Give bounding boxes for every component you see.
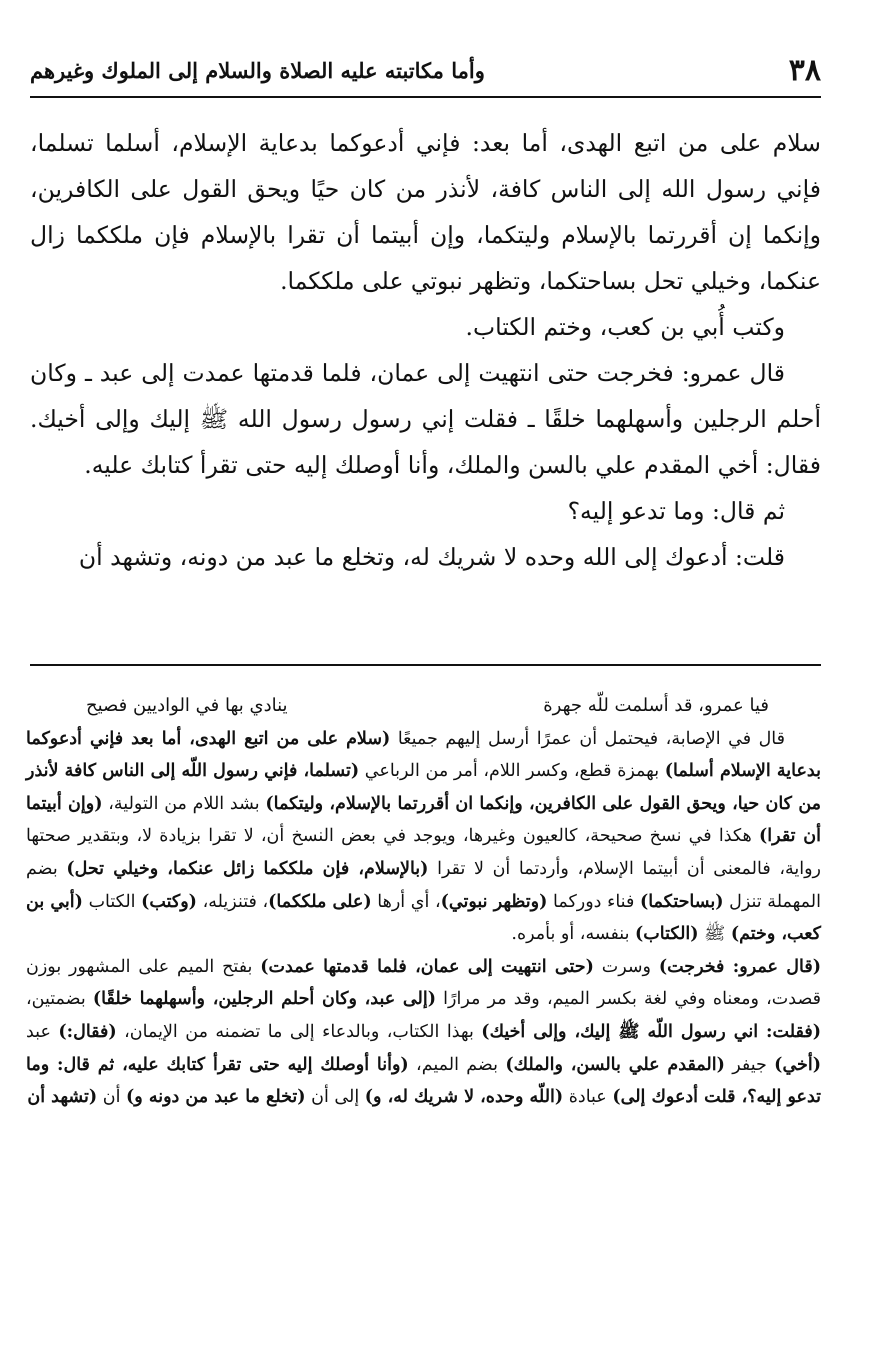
quoted-text: (بساحتكما) bbox=[639, 891, 724, 912]
commentary-paragraph bbox=[26, 723, 821, 951]
quoted-text: (أبي بن كعب، وختم) bbox=[26, 891, 821, 945]
commentary-text: ، فتنزيله، bbox=[196, 891, 269, 912]
quoted-text: (أخي) bbox=[774, 1054, 821, 1075]
quoted-text: (الكتاب) bbox=[635, 924, 699, 945]
main-paragraph: وكتب أُبي بن كعب، وختم الكتاب. bbox=[465, 313, 785, 341]
commentary-text: بضم الميم، bbox=[408, 1054, 506, 1075]
quoted-text: (قال عمرو: فخرجت) bbox=[658, 956, 821, 977]
commentary-text: بهمزة قطع، وكسر اللام، أمر من الرباعي bbox=[359, 761, 665, 782]
main-paragraph: قال عمرو: فخرجت حتى انتهيت إلى عمان، فلما قدمتها عمدت إلى عبد ـ وكان أحلم الرجلين وأسهلهما خلقًا ـ فقلت إني رسول رسول الله ﷺ إليك وإلى أخيك. فقال: أخي المقدم علي بالسن والملك، وأنا أوصلك إليه حتى تقرأ كتابك عليه. bbox=[30, 359, 821, 479]
commentary-text: وسرت bbox=[593, 956, 659, 977]
commentary-text: إلى أن bbox=[305, 1087, 365, 1108]
footnote-rule bbox=[30, 664, 821, 666]
quoted-text: (حتى انتهيت إلى عمان، فلما قدمتها عمدت) bbox=[260, 956, 594, 977]
quoted-text: (اللّه وحده، لا شريك له، و) bbox=[364, 1087, 564, 1108]
main-text bbox=[30, 120, 821, 580]
verse-first-hemistich: فيا عمرو، قد أسلمت للّه جهرة bbox=[543, 695, 769, 716]
main-paragraph: سلام على من اتبع الهدى، أما بعد: فإني أدعوكما بدعاية الإسلام، أسلما تسلما، فإني رسول الله إلى الناس كافة، لأنذر من كان حيًا ويحق القول على الكافرين، وإنكما إن أقررتما بالإسلام وليتكما، وإن أبيتما أن تقرا بالإسلام فإن ملككما زال عنكما، وخيلي تحل بساحتكما، وتظهر نبوتي على ملككما. bbox=[30, 129, 821, 295]
commentary-text: فناء دوركما bbox=[547, 891, 640, 912]
commentary-text: بضمتين، bbox=[26, 989, 93, 1010]
quoted-text: (سلام على من اتبع الهدى، أما بعد فإني أدعوكما بدعاية الإسلام أسلما) bbox=[26, 728, 821, 782]
quoted-text: (فقال:) bbox=[58, 1021, 117, 1042]
quoted-text: (وأنا أوصلك إليه حتى تقرأ كتابك عليه، ثم قال: وما تدعو إليه؟، قلت أدعوك إلى) bbox=[26, 1054, 821, 1108]
commentary-text: بفتح الميم على المشهور بوزن قصدت، ومعناه وفي لغة بكسر الميم، وقد مر مرارًا bbox=[26, 956, 821, 1010]
main-paragraph: ثم قال: وما تدعو إليه؟ bbox=[567, 497, 785, 525]
quoted-text: (تشهد أن bbox=[27, 1087, 98, 1108]
quoted-text: (بالإسلام، فإن ملككما زائل عنكما، وخيلي تحل) bbox=[66, 858, 429, 879]
page-header bbox=[30, 48, 821, 92]
commentary-text: جيفر bbox=[724, 1054, 775, 1075]
commentary-text: بضم المهملة تنزل bbox=[26, 858, 821, 912]
quoted-text: (وكتب) bbox=[141, 891, 197, 912]
commentary-text: بنفسه، أو بأمره. bbox=[511, 924, 636, 945]
commentary-text: ، أي أرها bbox=[371, 891, 441, 912]
running-title: وأما مكاتبته عليه الصلاة والسلام إلى الملوك وغيرهم bbox=[30, 57, 485, 83]
quoted-text: (وتظهر نبوتي) bbox=[440, 891, 548, 912]
quoted-text: (إلى عبد، وكان أحلم الرجلين، وأسهلهما خلقًا) bbox=[92, 989, 436, 1010]
commentary bbox=[26, 690, 821, 1114]
commentary-text: هكذا في نسخ صحيحة، كالعيون وغيرها، ويوجد في بعض النسخ أن، لا تقرا بزيادة لا، وبتقدير صحتها رواية، فالمعنى أن أبيتما الإسلام، وأردتما أن لا تقرا bbox=[26, 826, 822, 879]
commentary-text: ﷺ bbox=[698, 924, 731, 945]
verse-second-hemistich: ينادي بها في الواديين فصيح bbox=[86, 695, 288, 716]
poetry-verse bbox=[26, 690, 821, 723]
commentary-text: أن bbox=[97, 1087, 127, 1108]
quoted-text: (تسلما، فإني رسول اللّه إلى الناس كافة لأنذر من كان حيا، ويحق القول على الكافرين، وإنكما ان أقررتما بالإسلام، وليتكما) bbox=[26, 761, 822, 814]
page-number: ٣٨ bbox=[788, 52, 821, 88]
commentary-text: عبد bbox=[26, 1021, 59, 1042]
quoted-text: (المقدم علي بالسن، والملك) bbox=[505, 1054, 725, 1075]
commentary-text: بشد اللام من التولية، bbox=[102, 793, 266, 814]
quoted-text: (على ملككما) bbox=[268, 891, 372, 912]
quoted-text: (تخلع ما عبد من دونه و) bbox=[126, 1087, 306, 1108]
quoted-text: (وإن أبيتما أن تقرا) bbox=[26, 793, 822, 847]
main-paragraph: قلت: أدعوك إلى الله وحده لا شريك له، وتخلع ما عبد من دونه، وتشهد أن bbox=[78, 543, 785, 571]
commentary-text: عبادة bbox=[563, 1087, 613, 1108]
commentary-text: قال في الإصابة، فيحتمل أن عمرًا أرسل إليهم جميعًا bbox=[390, 728, 785, 749]
header-rule bbox=[30, 96, 821, 98]
commentary-paragraph bbox=[26, 951, 821, 1114]
quoted-text: (فقلت: اني رسول اللّه ﷺ إليك، وإلى أخيك) bbox=[481, 1021, 821, 1042]
commentary-text: بهذا الكتاب، وبالدعاء إلى ما تضمنه من الإيمان، bbox=[116, 1021, 482, 1042]
commentary-text: الكتاب bbox=[82, 891, 142, 912]
